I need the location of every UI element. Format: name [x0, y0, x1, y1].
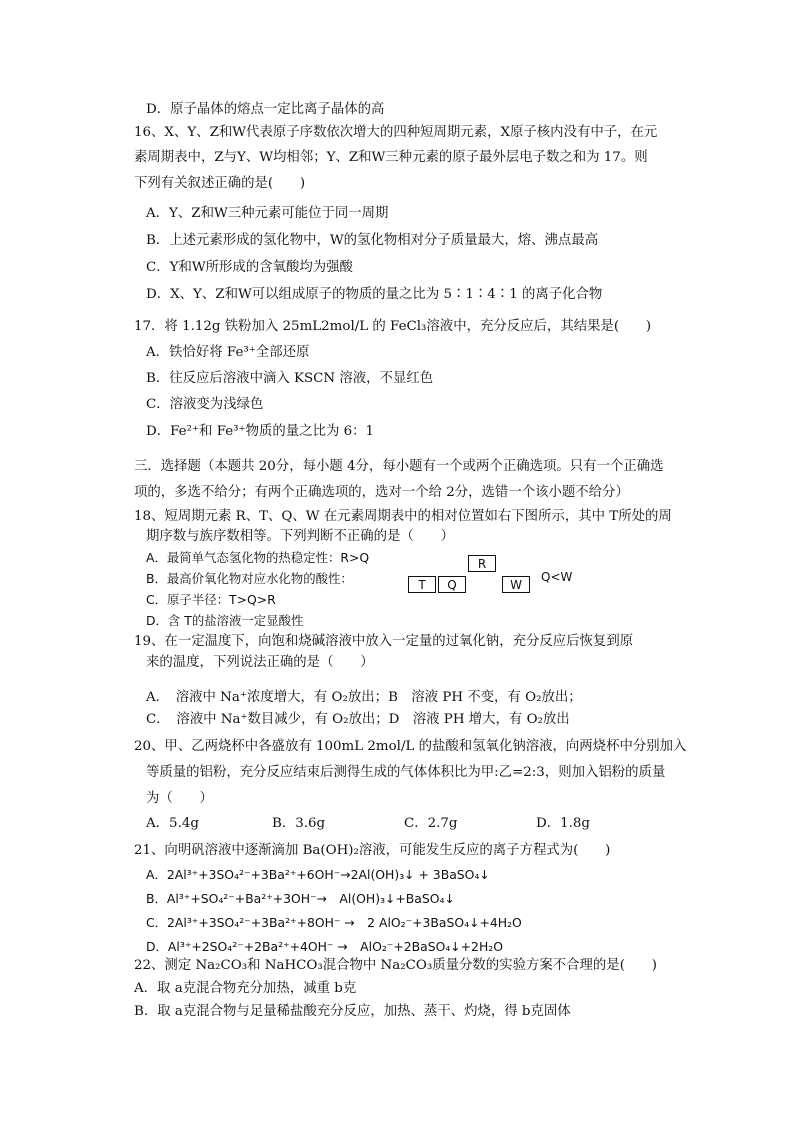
q20-option-d: D．1.8g: [536, 816, 590, 831]
q16-option-d: D．X、Y、Z和W可以组成原子的物质的量之比为 5∶1∶4∶1 的离子化合物: [146, 287, 603, 302]
q16-stem-2: 素周期表中，Z与Y、W均相邻；Y、Z和W三种元素的原子最外层电子数之和为 17。则: [134, 150, 648, 165]
q17-option-c: C．溶液变为浅绿色: [146, 397, 264, 412]
q20-option-b: B．3.6g: [272, 816, 326, 831]
q20-option-a: A．5.4g: [146, 816, 199, 831]
q17-option-b: B．往反应后溶液中滴入 KSCN 溶液，不显红色: [146, 371, 434, 386]
q17-option-a: A．铁恰好将 Fe³⁺全部还原: [146, 345, 310, 360]
q18-option-b-answer: Q<W: [541, 570, 573, 584]
cell-r: R: [468, 555, 496, 572]
q18-stem-1: 18、短周期元素 R、T、Q、W 在元素周期表中的相对位置如右下图所示，其中 T所处的周: [134, 509, 672, 524]
q18-option-d: D．含 T的盐溶液一定显酸性: [146, 613, 304, 628]
cell-t: T: [408, 576, 436, 593]
q16-stem-1: 16、X、Y、Z和W代表原子序数依次增大的四种短周期元素，X原子核内没有中子，在元: [134, 125, 658, 140]
q20-stem-2: 等质量的铝粉，充分反应结束后测得生成的气体体积比为甲:乙=2:3，则加入铝粉的质量: [146, 765, 666, 780]
q17-option-d: D．Fe²⁺和 Fe³⁺物质的量之比为 6：1: [146, 424, 375, 439]
q19-stem-2: 来的温度，下列说法正确的是（ ）: [146, 655, 374, 670]
q19-options-cd: C． 溶液中 Na⁺数目减少，有 O₂放出；D 溶液 PH 增大，有 O₂放出: [146, 712, 570, 727]
q16-option-b: B．上述元素形成的氢化物中，W的氢化物相对分子质量最大，熔、沸点最高: [146, 233, 599, 248]
q19-options-ab: A． 溶液中 Na⁺浓度增大，有 O₂放出；B 溶液 PH 不变，有 O₂放出；: [146, 690, 582, 705]
q21-stem: 21、向明矾溶液中逐渐滴加 Ba(OH)₂溶液，可能发生反应的离子方程式为( ): [134, 843, 611, 858]
q18-stem-2: 期序数与族序数相等。下列判断不正确的是（ ）: [146, 529, 454, 544]
section-3-heading-2: 项的，多选不给分；有两个正确选项的，选对一个给 2分，选错一个该小题不给分）: [134, 485, 629, 500]
cell-w: W: [502, 576, 530, 593]
q15-option-d: D．原子晶体的熔点一定比离子晶体的高: [146, 102, 385, 117]
q20-stem-1: 20、甲、乙两烧杯中各盛放有 100mL 2mol/L 的盐酸和氢氧化钠溶液，向两烧杯中分别加入: [134, 739, 687, 754]
q21-option-a: A．2Al³⁺+3SO₄²⁻+3Ba²⁺+6OH⁻→2Al(OH)₃↓ + 3BaSO₄↓: [146, 867, 490, 882]
q22-option-a: A．取 a克混合物充分加热，减重 b克: [134, 981, 357, 996]
section-3-heading-1: 三．选择题（本题共 20分，每小题 4分，每小题有一个或两个正确选项。只有一个正确选: [134, 459, 664, 474]
q21-option-d: D．Al³⁺+2SO₄²⁻+2Ba²⁺+4OH⁻ → AlO₂⁻+2BaSO₄↓+2H₂O: [146, 939, 503, 954]
cell-q: Q: [438, 576, 466, 593]
q16-stem-3: 下列有关叙述正确的是( ): [134, 176, 306, 191]
q20-option-c: C．2.7g: [404, 816, 458, 831]
q16-option-a: A．Y、Z和W三种元素可能位于同一周期: [146, 206, 389, 221]
q20-stem-3: 为（ ）: [146, 791, 213, 806]
q18-option-c: C．原子半径：T>Q>R: [146, 592, 276, 607]
q17-stem: 17．将 1.12g 铁粉加入 25mL2mol/L 的 FeCl₃溶液中，充分反应后，其结果是( ): [134, 319, 652, 334]
q21-option-c: C．2Al³⁺+3SO₄²⁻+3Ba²⁺+8OH⁻ → 2 AlO₂⁻+3BaSO₄↓+4H₂O: [146, 915, 522, 930]
q22-stem: 22、测定 Na₂CO₃和 NaHCO₃混合物中 Na₂CO₃质量分数的实验方案不合理的是( ): [134, 958, 657, 973]
q18-option-b: B．最高价氧化物对应水化物的酸性：: [146, 571, 353, 586]
q16-option-c: C．Y和W所形成的含氧酸均为强酸: [146, 260, 353, 275]
q21-option-b: B．Al³⁺+SO₄²⁻+Ba²⁺+3OH⁻→ Al(OH)₃↓+BaSO₄↓: [146, 891, 455, 906]
q19-stem-1: 19、在一定温度下，向饱和烧碱溶液中放入一定量的过氧化钠，充分反应后恢复到原: [134, 634, 634, 649]
q22-option-b: B．取 a克混合物与足量稀盐酸充分反应，加热、蒸干、灼烧，得 b克固体: [134, 1004, 571, 1019]
q18-option-a: A．最简单气态氢化物的热稳定性：R>Q: [146, 550, 370, 565]
